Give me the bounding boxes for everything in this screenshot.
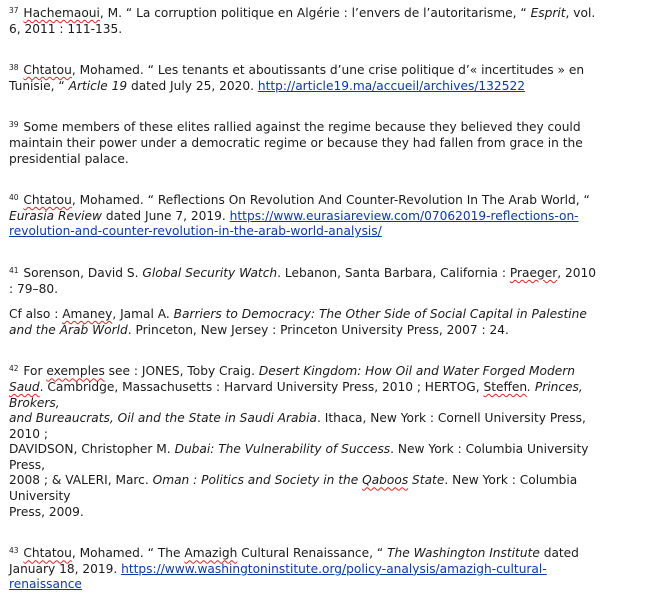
- book-title: Oman : Politics and Society in the: [152, 473, 363, 488]
- citation-text: , Mohamed. “ Reflections On Revolution And Counter-Revolution In The Arab World, “: [71, 193, 590, 208]
- citation-text: Press, 2009.: [9, 504, 84, 519]
- citation-text: 2008 ; & VALERI, Marc.: [9, 473, 153, 488]
- book-title: Qaboos: [362, 473, 409, 488]
- book-title: Global Security Watch: [142, 265, 278, 280]
- citation-text: . New York : Columbia University: [9, 473, 578, 504]
- citation-text: . Princeton, New Jersey : Princeton University Press, 2007 : 24.: [127, 322, 509, 337]
- citation-text: . Lebanon, Santa Barbara, California :: [277, 265, 510, 280]
- footnote-number: 38: [9, 63, 19, 73]
- footnote-40: [9, 193, 599, 240]
- citation-text: , 2010 : 79–80.: [9, 265, 596, 296]
- book-title: State: [408, 473, 445, 488]
- citation-text: dated June 7, 2019.: [102, 208, 230, 223]
- book-title: Dubai: The Vulnerability of Success: [174, 442, 391, 457]
- article-link[interactable]: https://www.washingtoninstitute.org/policy-analysis/amazigh-cultural-renaissance: [9, 561, 547, 592]
- footnote-number: 40: [9, 193, 19, 203]
- footnote-38: [9, 63, 599, 94]
- author-name: Chtatou: [23, 546, 72, 561]
- author-name: Hachemaoui: [23, 6, 100, 20]
- footnote-number: 43: [9, 546, 19, 556]
- citation-text: . Ithaca, New York : Cornell University Press, 2010 ;: [9, 411, 586, 441]
- footnotes-page: [9, 6, 599, 593]
- misspelled-word: exemples: [46, 364, 105, 379]
- footnote-43: [9, 546, 599, 593]
- misspelled-word: Amazigh: [184, 546, 238, 561]
- citation-text: For: [19, 364, 47, 379]
- journal-title: The Washington Institute: [387, 546, 540, 561]
- footnote-number: 42: [9, 364, 19, 374]
- article-link[interactable]: https://www.eurasiareview.com/07062019-reflections-on-revolution-and-counter-revolution-in-the-arab-world-analysis/: [9, 208, 579, 239]
- citation-text: , vol. 6, 2011 : 111-135.: [9, 6, 596, 36]
- footnote-number: 39: [9, 120, 19, 130]
- footnote-number: 41: [9, 265, 19, 275]
- author-name: Amaney: [62, 307, 113, 322]
- citation-text: Sorenson, David S.: [19, 265, 143, 280]
- citation-text: DAVIDSON, Christopher M.: [9, 442, 175, 457]
- citation-text: , Jamal A.: [112, 307, 174, 322]
- book-title: Barriers to Democracy: The Other Side of Social Capital in Palestine and the Arab World: [9, 307, 587, 337]
- citation-text: dated July 25, 2020.: [127, 78, 258, 93]
- citation-text: see : JONES, Toby Craig.: [104, 364, 259, 379]
- article-link[interactable]: http://article19.ma/accueil/archives/132522: [257, 78, 525, 93]
- book-title: Desert Kingdom: How Oil and Water Forged Modern: [258, 364, 575, 379]
- citation-text: , M. “ La corruption politique en Algérie : l’envers de l’autoritarisme, “: [99, 6, 531, 20]
- journal-title: Esprit: [530, 6, 566, 20]
- author-name: Chtatou: [23, 63, 72, 78]
- citation-text: . Cambridge, Massachusetts : Harvard University Press, 2010 ; HERTOG,: [39, 379, 484, 394]
- footnote-number: 37: [9, 6, 19, 15]
- citation-text: dated January 18, 2019.: [9, 546, 579, 576]
- citation-text: Cultural Renaissance, “: [237, 546, 388, 561]
- author-name: Chtatou: [23, 193, 72, 208]
- footnote-41: [9, 266, 599, 297]
- journal-title: Eurasia Review: [9, 208, 103, 223]
- citation-text: . New York : Columbia University Press,: [9, 442, 589, 472]
- footnote-39: [9, 120, 599, 167]
- author-name: Steffen: [483, 379, 528, 394]
- citation-text: Cf also :: [9, 307, 63, 322]
- book-title: . Princes, Brokers,: [9, 379, 583, 410]
- footnote-text: Some members of these elites rallied against the regime because they believed they could maintain their power under a democratic regime or because they had fallen from grace in the presidential palace.: [9, 120, 583, 166]
- journal-title: Article 19: [68, 78, 128, 93]
- footnote-37: [9, 6, 599, 37]
- book-title: Saud: [9, 379, 40, 394]
- footnote-41-cf: [9, 307, 599, 338]
- citation-text: , Mohamed. “ Les tenants et aboutissants d’une crise politique d’« incertitudes » en Tunisie, “: [9, 63, 585, 93]
- book-title: and Bureaucrats, Oil and the State in Saudi Arabia: [9, 411, 318, 426]
- publisher-name: Praeger: [509, 265, 558, 280]
- citation-text: , Mohamed. “ The: [71, 546, 185, 561]
- footnote-42: [9, 364, 599, 520]
